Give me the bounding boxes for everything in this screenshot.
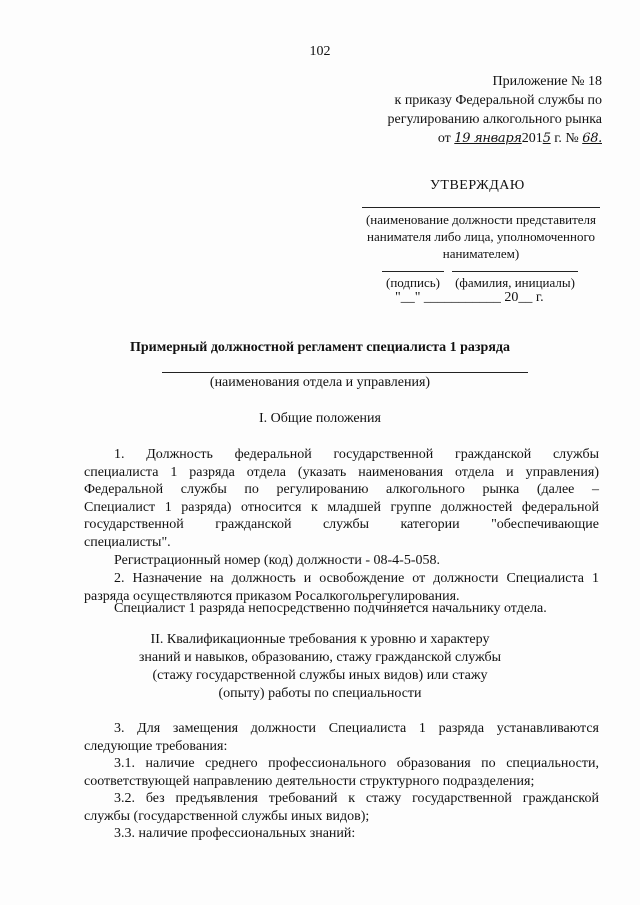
appendix-line-1: Приложение № 18 [492,74,602,89]
section-1-paragraph-4 [114,600,599,618]
p1-line: специалисты". [84,534,171,550]
p1-line: государственной гражданской службы категории "обеспечивающие [84,517,599,533]
section-1-heading: I. Общие положения [259,411,381,426]
section-2-heading-3: (стажу государственной службы иных видов) или стажу [152,668,488,683]
handwritten-date: 19 января [454,131,522,146]
p-line: 3.1. наличие среднего профессионального образования по специальности, [114,756,599,771]
signature-line [382,271,444,272]
p3-line: разряда осуществляются приказом Росалкогольрегулирования. [84,588,460,604]
p1-line: Специалист 1 разряда) относится к младшей группе должностей федеральной [84,499,599,515]
p-line: службы (государственной службы иных видов); [84,808,370,824]
section-2-paragraph-3 [84,790,599,825]
section-2-paragraph-1 [84,720,599,755]
appendix-date-line [340,129,602,148]
name-caption: (фамилия, инициалы) [455,275,575,290]
section-2-paragraph-4 [114,825,599,843]
position-line [362,207,600,208]
p-line: следующие требования: [84,738,228,754]
handwritten-number: 68. [582,131,602,146]
section-1-paragraph-2 [114,552,599,570]
section-2-paragraph-2 [84,755,599,790]
year-prefix: 201 [521,131,543,146]
date-prefix: от [437,131,451,146]
position-caption-3: нанимателем) [442,246,520,261]
department-line [162,372,528,373]
position-caption-1: (наименование должности представителя [365,212,597,227]
p3-line: 2. Назначение на должность и освобождение от должности Специалиста 1 [114,571,599,586]
department-caption: (наименования отдела и управления) [209,375,431,390]
page-number: 102 [309,44,331,59]
subordination: Специалист 1 разряда непосредственно подчиняется начальнику отдела. [114,601,547,616]
appendix-line-2: к приказу Федеральной службы по [394,93,602,108]
name-line [452,271,578,272]
p1-line: Федеральной службы по регулированию алкогольного рынка (далее – [84,482,599,498]
signature-caption: (подпись) [386,275,440,290]
approval-heading: УТВЕРЖДАЮ [430,178,525,193]
number-prefix: г. № [554,131,579,146]
p-line: 3.3. наличие профессиональных знаний: [114,826,356,841]
document-title: Примерный должностной регламент специалиста 1 разряда [129,340,511,355]
p-line: соответствующей направлению деятельности структурного подразделения; [84,773,535,789]
p-line: 3. Для замещения должности Специалиста 1 разряда устанавливаются [114,721,599,736]
section-1-paragraph-1 [84,446,599,552]
section-2-heading-4: (опыту) работы по специальности [218,686,422,701]
registration-number: Регистрационный номер (код) должности - 08-4-5-058. [114,553,440,568]
appendix-line-3: регулированию алкогольного рынка [387,112,602,127]
section-2-heading-1: II. Квалификационные требования к уровню и характеру [150,632,490,647]
approval-date-line: "__" ___________ 20__ г. [395,290,544,305]
p-line: 3.2. без предъявления требований к стажу государственной гражданской [114,791,599,806]
p1-line: 1. Должность федеральной государственной гражданской службы [114,447,599,462]
p1-line: специалиста 1 разряда отдела (указать наименования отдела и управления) [84,464,599,480]
position-caption-2: нанимателя либо лица, уполномоченного [367,229,595,244]
handwritten-year: 5 [542,131,551,146]
section-2-heading-2: знаний и навыков, образованию, стажу гражданской службы [138,650,502,665]
